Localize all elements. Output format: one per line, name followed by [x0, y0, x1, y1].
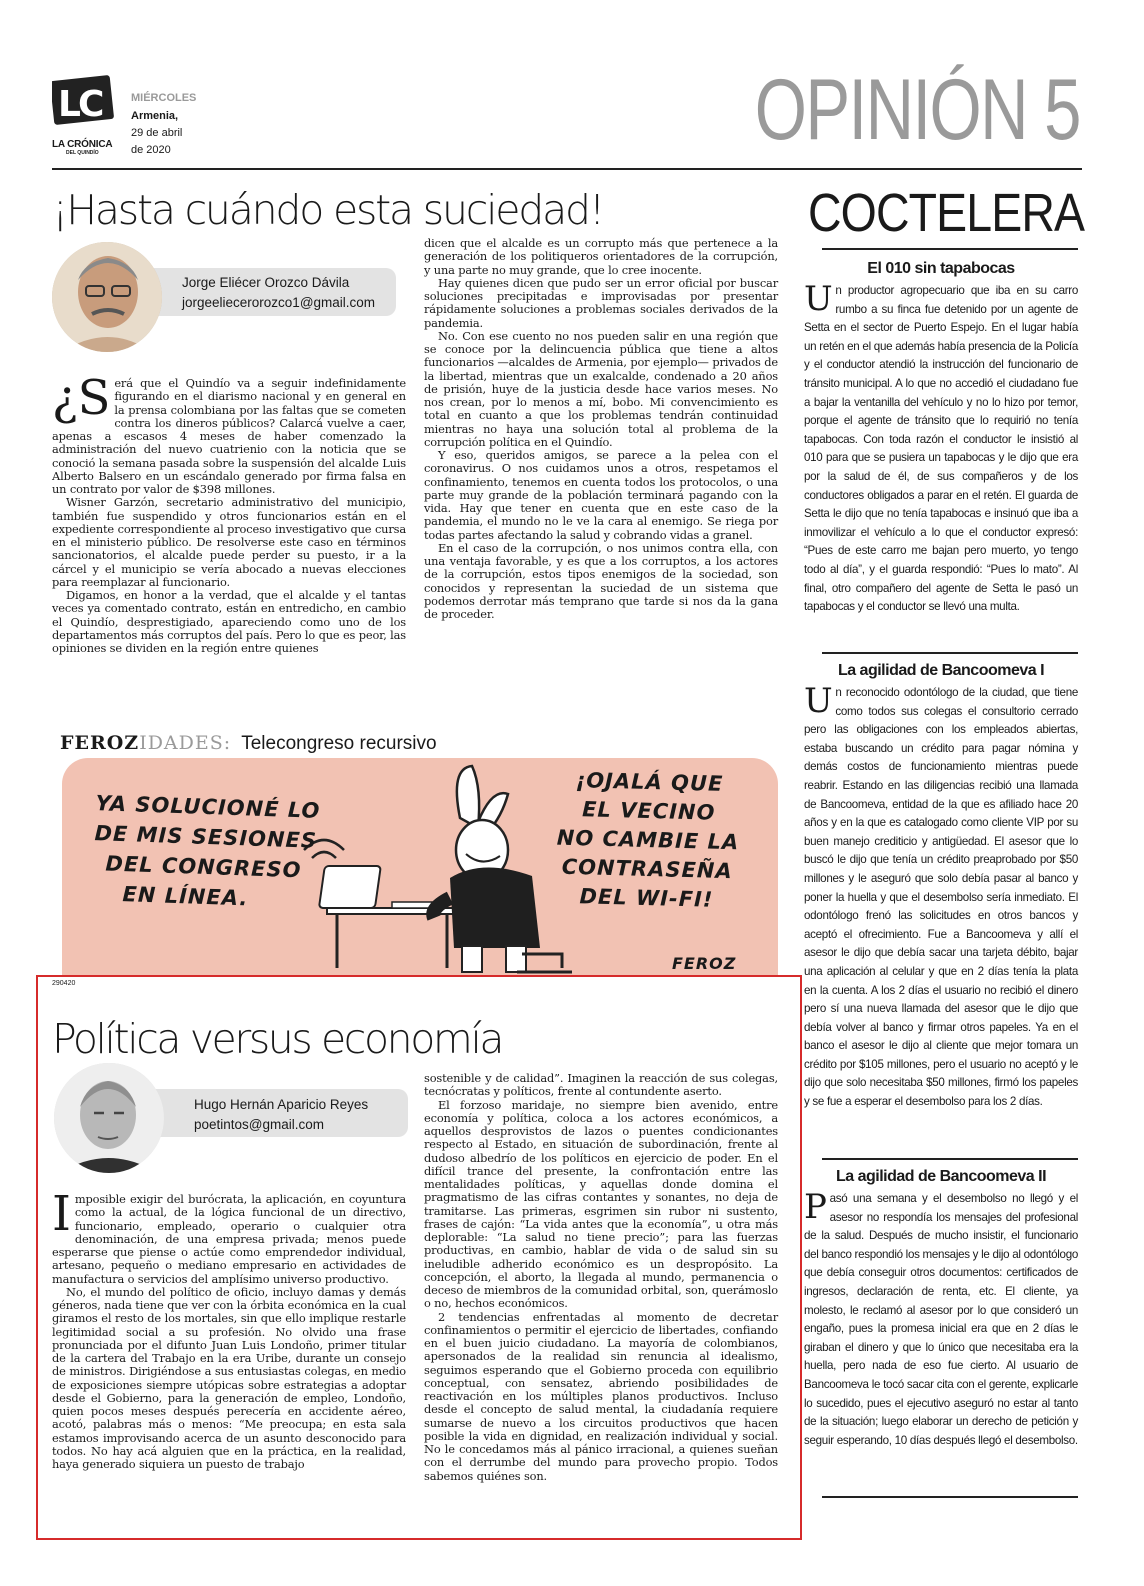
article-title: Política versus economía	[52, 1015, 503, 1063]
speech-left	[92, 788, 321, 916]
paragraph: Wisner Garzón, secretario administrativo del municipio, también fue suspendido y otros funcionarios están en el expediente correspondiente al proceso investigativo que cursa en el ministerio público. De resolverse este caso en términos sancionatorios, el alcalde puede perder su puesto, ir a la cárcel y el municipio se vería abocado a nuevas elecciones para reemplazar al funcionario.	[52, 495, 406, 589]
speech-right-line: EL VECINO	[581, 797, 716, 825]
drop-cap: U	[804, 279, 833, 319]
paragraph: Digamos, en honor a la verdad, que el alcalde y el tantas veces ya comentado contrato, están en entredicho, en cambio el Quindío, desprestigiado, apareciendo como uno de los departamentos más corruptos del país. Pero lo que es peor, las opiniones se dividen en la región entre quienes	[52, 588, 406, 655]
paragraph: El forzoso maridaje, no siempre bien avenido, entre economía y política, coloca a los actores económicos, a aquellos desprovistos de lazos o puentes condicionantes respecto al Estado, en situación de subordinación, frente al dudoso albedrío de los políticos en ejercicio de poder. En el difícil trance del presente, la confrontación entre las mentalidades políticas, y aquellas donde domina el pragmatismo de las cifras contantes y sonantes, no deja de tramitarse. Las primeras, esgrimen sin rubor ni sustento, frases de cajón: “La vida antes que la economía”, u otra más deplorable: “La salud no tiene precio”; para las fuerzas productivas, en cambio, hablar de vida o de salud sin su ineludible adherido económico es un despropósito. La concepción, el aborto, la llegada al mundo, permanencia o deceso de miembros de la comunidad orbital, son, querámoslo o no, hechos económicos.	[424, 1097, 778, 1311]
sidebar-divider	[822, 652, 1078, 654]
speech-right-line: CONTRASEÑA	[561, 854, 733, 884]
logo-letters: LC	[58, 84, 102, 125]
speech-left-line: YA SOLUCIONÉ LO	[95, 791, 321, 823]
speech-right-line: DEL WI-FI!	[579, 884, 714, 912]
cartoon-section	[52, 728, 782, 978]
cartoon-signature: FEROZ	[672, 954, 737, 973]
speech-left-line: DE MIS SESIONES	[94, 821, 318, 853]
sidebar-title: COCTELERA	[808, 183, 1085, 243]
paragraph: No, el mundo del político de oficio, incluyo damas y demás géneros, nada tiene que ver con la órbita económica en la cual giramos el resto de los mortales, sin que ello implique restarle legitimidad social a su profesión. No olvido una frase pronunciada por el difunto Juan Luis Londoño, primer titular de la cartera del Trabajo en la era Uribe, durante un consejo de ministros. Dirigiéndose a sus entusiastas colegas, en medio de exposiciones siempre utópicas sobre estrategias a adoptar desde el Gobierno, para la generación de empleo, Londoño, quien pocos meses después perecería en accidente aéreo, acotó, palabras más o menos: “Me preocupa; en esta sala estamos improvisando acerca de un asunto desconocido para todos. No hay acá alguien que en la práctica, en la realidad, haya generado siquiera un puesto de trabajo	[52, 1284, 406, 1471]
sidebar-item-heading: La agilidad de Bancoomeva II	[835, 1168, 1047, 1185]
date-year: de 2020	[131, 144, 171, 156]
paragraph: dicen que el alcalde es un corrupto más que pertenece a la generación de los politiqueros orientadores de la corrupción, y una parte no muy grande, que lo cree inocente.	[424, 236, 778, 277]
author-photo	[54, 1063, 164, 1173]
paragraph: Imposible exigir del burócrata, la aplicación, en coyuntura como la actual, de la lógica funcional de un directivo, funcionario, empleado, operario o cualquier otra denominación, de una empresa privada; menos puede esperarse que piense o actúe como emprendedor individual, artesano, pequeño o mediano empresario en actividades de manufactura o servicios del amplísimo universo productivo.	[52, 1186, 406, 1286]
article-code: 290420	[52, 980, 76, 987]
cartoon-title: Telecongreso recursivo	[241, 733, 437, 754]
sidebar-coctelera	[800, 178, 1085, 1518]
paragraph: sostenible y de calidad”. Imaginen la reacción de sus colegas, tecnócratas y políticos, frente al contundente aserto.	[424, 1071, 778, 1099]
sidebar-item-text	[804, 1187, 1078, 1450]
sidebar-divider	[822, 1158, 1078, 1160]
drop-cap: ¿S	[52, 370, 111, 426]
cartoon-panel	[62, 758, 778, 976]
speech-left-line: DEL CONGRESO	[105, 851, 302, 883]
drop-cap: U	[804, 681, 833, 721]
cartoon-label	[60, 732, 437, 755]
paragraph: Hay quienes dicen que pudo ser un error oficial por buscar soluciones precipitadas e improvisadas por presentar rápidamente soluciones a problemas sociales derivados de la pandemia.	[424, 275, 778, 330]
logo-icon	[52, 72, 116, 130]
date-day: 29 de abril	[131, 127, 183, 139]
sidebar-item-text	[804, 279, 1078, 617]
logo-subname: DEL QUINDÍO	[66, 150, 99, 156]
article-column-2	[424, 237, 778, 621]
masthead-rule	[52, 168, 1082, 170]
paragraph: 2 tendencias enfrentadas al momento de decretar confinamientos o permitir el ejercicio de libertades, confiando en el buen juicio ciudadano. La mayoría de colombianos, apersonados de la realidad sin renuncia al idealismo, seguimos esperando que el Gobierno proceda con equilibrio conceptual, con sensatez, abriendo posibilidades de reactivación en los múltiples planos productivos. Incluso desde el concepto de salud mental, la ciudadanía requiere sumarse de nuevo a los circuitos productivos que hacen posible la vida en dignidad, en realización individual y social. No le concedamos más al pánico irracional, a quienes sueñan con el derrumbe del mundo para provecho propio. Todos sabemos quiénes son.	[424, 1309, 778, 1483]
paragraph: Un reconocido odontólogo de la ciudad, que tiene como todos sus colegas el consultorio cerrado pero las obligaciones con los empleados abiertas, estaba buscando un crédito para pagar nómina y demás costos de funcionamiento mientras puede reabrir. Estando en las diligencias recibió una llamada de Bancoomeva, entidad de la que es afiliado hace 20 años y en la que es catalogado como cliente VIP por su buen manejo crediticio y antigüedad. El asesor que lo buscó le dijo que tenía un crédito preaprobado por $50 millones y le aseguró que solo debía pasar al banco y poner la huella y que el desembolso sería inmediato. El odontólogo frenó las solicitudes en otros bancos y aceptó el ofrecimiento. Fue a Bancoomeva y allí el asesor le dijo que debía sacar una tarjeta débito, bajar una aplicación al celular y que en 2 días tenía la plata en la cuenta. A los 2 días el usuario no recibió el dinero pero sí una nueva llamada del asesor que le dijo que debía volver al banco y firmar otros papeles. Ya en el banco el asesor le dijo al cliente que mejor tomara un crédito por $105 millones, pero el usuario no aceptó y le dijo que solo necesitaba $50 millones, firmó los papeles y se fue a esperar el desembolso para los 2 días.	[804, 681, 1078, 1109]
sidebar-title-rule	[822, 248, 1078, 250]
cartoon-label-light: IDADES:	[139, 732, 232, 754]
section-title: OPINIÓN 5	[754, 62, 1080, 158]
sidebar-item-text	[804, 681, 1078, 1112]
paragraph: En el caso de la corrupción, o nos unimos contra ella, con una ventaja favorable, y es que a los corruptos, a los actores de la corrupción, estos tipos enemigos de la sociedad, son conocidos y representan la suciedad de un sistema que podemos derrotar más temprano que tarde si nos da la gana de proceder.	[424, 540, 778, 621]
date-city: Armenia,	[131, 110, 179, 122]
author-name: Hugo Hernán Aparicio Reyes	[194, 1097, 369, 1112]
speech-right-line: ¡OJALÁ QUE	[575, 768, 724, 796]
masthead	[0, 0, 1144, 170]
article-hasta-cuando	[52, 180, 782, 720]
date-weekday: MIÉRCOLES	[131, 92, 197, 104]
article-column-2	[424, 1072, 778, 1483]
article-column-1	[52, 370, 406, 655]
paragraph: Un productor agropecuario que iba en su carro rumbo a su finca fue detenido por un agente de Setta en el sector de Puerto Espejo. En el lugar había un retén en el que además había presencia de la Policía y el conductor atendió la instrucción del funcionario de tránsito municipal. A lo que no accedió el ciudadano fue a bajar la ventanilla del vehículo y no lo hizo por temor, porque el agente de tránsito que lo requirió no tenía tapabocas. Con toda razón el conductor le insistió al 010 para que se pusiera un tapabocas y le dijo que era por la salud de él, de sus compañeros y de los conductores obligados a parar en el retén. El guarda de Setta le dijo que no tenía tapabocas e insinuó que iba a inmovilizar el vehículo a lo que el conductor expresó: “Pues de este carro me bajan pero muerto, yo tengo todo al día”, y el guarda respondió: “Pues lo mato”. Al final, otro compañero del agente de Setta le pasó un tapabocas y el conductor se llevó una multa.	[804, 279, 1078, 614]
article-title: ¡Hasta cuándo esta suciedad!	[52, 186, 604, 234]
article-column-1	[52, 1186, 406, 1471]
logo-name: LA CRÓNICA	[52, 139, 113, 150]
author-email: poetintos@gmail.com	[194, 1117, 325, 1132]
cartoon-label-bold: FEROZ	[60, 732, 140, 754]
logo	[52, 72, 116, 130]
sidebar-bottom-rule	[822, 1496, 1078, 1498]
author-photo	[52, 242, 162, 352]
article-politica-economia	[36, 975, 802, 1540]
author-portrait-icon	[54, 1063, 164, 1173]
paragraph: ¿S erá que el Quindío va a seguir indefinidamente figurando en el diarismo nacional y en general en la prensa colombiana por las faltas que se cometen contra los dineros públicos? Calarcá vuelve a caer, apenas a escasos 4 meses de haber comenzado la administración del nuevo cuatrienio con la noticia que se conoció la semana pasada sobre la suspensión del alcalde Luis Alberto Balsero en un escándalo generado por firma falsa en un contrato por valor de $398 millones.	[52, 370, 406, 496]
paragraph: Pasó una semana y el desembolso no llegó y el asesor no respondía los mensajes del profesional de la salud. Después de mucho insistir, el funcionario del banco respondió los mensajes y le dijo al odontólogo que debía conseguir otros documentos: certificados de ingresos, declaración de renta, etc. El cliente, ya molesto, le reclamó al asesor por lo que consideró un engaño, pues la promesa inicial era que en 2 días le giraban el dinero y que lo único que necesitaba era la huella, pero nada de eso fue cierto. Al usuario de Bancoomeva le tocó sacar cita con el gerente, explicarle lo sucedido, pues el ejecutivo aseguró no estar al tanto de la situación; luego elaborar un derecho de petición y seguir esperando, 10 días después llegó el desembolso.	[804, 1187, 1078, 1447]
drop-cap: P	[804, 1187, 827, 1227]
sidebar-item-heading: La agilidad de Bancoomeva I	[837, 662, 1045, 679]
paragraph: Y eso, queridos amigos, se parece a la pelea con el coronavirus. O nos cuidamos unos a otros, respetamos el confinamiento, tenemos en cuenta todos los protocolos, o una parte muy grande de la población terminará pagando con la vida. Hay que tener en cuenta que en este caso de la pandemia, el mundo no le ve la cara al enemigo. Se riega por todas partes afectando la salud y cobrando vidas a granel.	[424, 448, 778, 542]
author-portrait-icon	[52, 242, 162, 352]
author-email: jorgeeliecerorozco1@gmail.com	[182, 295, 376, 310]
speech-right	[546, 765, 750, 915]
author-name: Jorge Eliécer Orozco Dávila	[182, 275, 350, 290]
speech-right-line: NO CAMBIE LA	[556, 825, 740, 855]
speech-left-line: EN LÍNEA.	[122, 882, 249, 911]
paragraph: No. Con ese cuento no nos pueden salir en una región que se conoce por la delincuencia pública que tiene a altos funcionarios —alcaldes de Armenia, por ejemplo— privados de la libertad, mientras que un exalcalde, condenado a 20 años de prisión, huye de la justicia desde hace varios meses. No nos crean, por lo menos a mí, bobo. Mi convencimiento es total en cuanto a que los problemas tendrán continuidad mientras no haya una solución total al problema de la corrupción política en el Quindío.	[424, 328, 778, 449]
drop-cap: I	[52, 1186, 71, 1242]
sidebar-item-heading: El 010 sin tapabocas	[867, 260, 1015, 277]
